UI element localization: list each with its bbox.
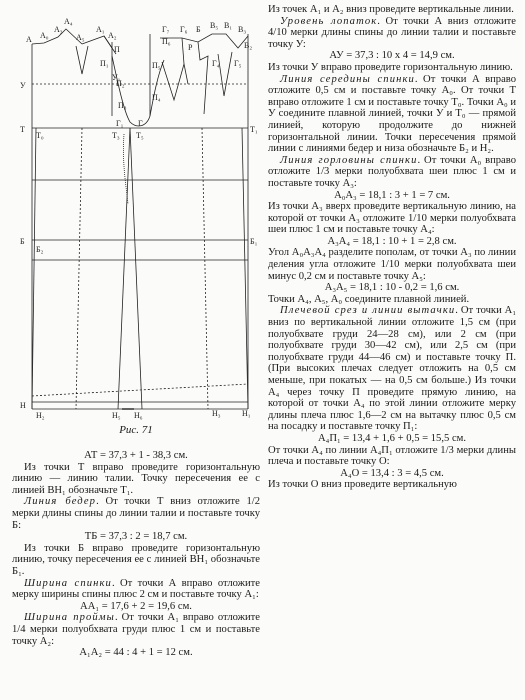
paragraph — [12, 543, 260, 578]
paragraph — [12, 612, 260, 647]
formula: А₃А₄ = 18,1 : 10 + 1 = 2,8 см. — [327, 235, 457, 247]
label-u: У — [20, 81, 26, 90]
paragraph-text: Из точки Т вправо проведите горизонтальную линию — линию талии. Точку пересечения ее с линией ВН₁ обозначьте Т₁. — [12, 461, 260, 496]
paragraph-text: . От точки А₁ вниз по вертикальной линии отложите 1,5 см (при полуобхвате груди 24—28 см), или 2 см (при полуобхвате груди 30—42 см), или 2,5 см (при полуобхвате груди 44—46 см) и поставьте точку П. (При высоких плечах следует отложить на 0,5 см меньше, при покатых — на 0,5 см больше.) Из точки А₄ через точку П проведите прямую линию, на которой от точки А₄ по этой линии отложите мерку длины плеча плюс 1,6—2 см на вытачку плюс 0,5 см на посадку и поставьте точку П₁: — [268, 305, 517, 433]
paragraph — [268, 16, 516, 51]
left-text-body — [12, 450, 260, 659]
paragraph — [268, 62, 516, 74]
label-a: A — [26, 35, 32, 44]
label-h5: H₅ — [112, 411, 121, 420]
formula: А₃А₅ = 18,1 : 10 - 0,2 = 1,6 см. — [324, 282, 460, 294]
label-t: T — [20, 125, 25, 134]
paragraph — [12, 578, 260, 601]
label-t5: T₅ — [136, 131, 144, 140]
label-a0: A₀ — [40, 31, 49, 40]
formula: А₄П₁ = 13,4 + 1,6 + 0,5 = 15,5 см. — [317, 432, 467, 444]
label-b2: Б₂ — [36, 245, 44, 254]
formula: А₁А₂ = 44 : 4 + 1 = 12 см. — [79, 647, 193, 659]
label-g7: Г₇ — [162, 25, 170, 34]
label-b-top: Б — [196, 25, 201, 34]
right-text-body — [268, 4, 516, 491]
figure-caption: Рис. 71 — [119, 424, 153, 436]
label-a4: A₄ — [64, 17, 73, 26]
label-a1: A₁ — [96, 25, 105, 34]
label-g5: Г₅ — [234, 59, 242, 68]
formula: А₄О = 13,4 : 3 = 4,5 см. — [340, 467, 444, 479]
label-p5: П₅ — [152, 61, 161, 70]
formula: АА₁ = 17,6 + 2 = 19,6 см. — [80, 600, 192, 612]
paragraph-text: . От точки А₀ вправо отложите 1/3 мерки полуобхвата шеи плюс 1 см и поставьте точку А₃: — [268, 154, 516, 189]
label-h6: H₆ — [134, 411, 143, 420]
paragraph — [12, 462, 260, 497]
label-p: П — [114, 45, 120, 54]
paragraph — [268, 201, 516, 236]
label-v5: В₅ — [210, 21, 219, 30]
paragraph — [268, 155, 516, 190]
paragraph — [268, 74, 516, 155]
label-h2: H₂ — [36, 411, 45, 420]
label-p1: П₁ — [100, 59, 109, 68]
paragraph-text: Точки А₄, А₅, А₀ соедините плавной линией. — [268, 293, 470, 305]
label-g4: Г₄ — [212, 59, 220, 68]
label-v1: В₁ — [224, 21, 233, 30]
formula: ТБ = 37,3 : 2 = 18,7 см. — [84, 531, 188, 543]
paragraph — [268, 247, 516, 282]
label-a5: A₅ — [76, 33, 85, 42]
paragraph-text: Из точки О вниз проведите вертикальную — [268, 479, 457, 491]
section-heading: Линия бедер — [24, 496, 97, 508]
paragraph — [268, 479, 516, 491]
formula: АУ = 37,3 : 10 х 4 = 14,9 см. — [329, 50, 455, 62]
label-h: H — [20, 401, 26, 410]
paragraph — [12, 496, 260, 531]
label-g6: Г₆ — [180, 25, 188, 34]
section-heading: Линия горловины спинки — [280, 154, 418, 166]
paragraph-text: Из точек А₁ и А₂ вниз проведите вертикальные линии. — [268, 4, 514, 15]
paragraph-text: Из точки У вправо проведите горизонтальную линию. — [268, 61, 513, 73]
label-t1: T₁ — [250, 125, 258, 134]
label-v3: В₃ — [238, 25, 247, 34]
label-b: Б — [20, 237, 25, 246]
label-h3: H₃ — [212, 409, 221, 418]
paragraph — [268, 305, 516, 433]
pattern-drawing — [12, 4, 260, 436]
paragraph-text: . От точки Т вниз отложите 1/2 мерки длины спины до линии талии и поставьте точку Б: — [12, 496, 260, 531]
paragraph-text: . От точки А₁ вправо отложите 1/4 мерки полуобхвата груди плюс 1 см и поставьте точку А₂: — [12, 612, 260, 647]
section-heading: Плечевой срез и линии вытачки — [280, 305, 456, 317]
label-p4: П₄ — [152, 93, 161, 102]
label-g: Г — [138, 119, 143, 128]
formula: А₀А₃ = 18,1 : 3 + 1 = 7 см. — [334, 189, 450, 201]
label-a3: A₃ — [54, 25, 63, 34]
section-heading: Ширина спинки — [24, 577, 112, 589]
paragraph-text: Из точки Б вправо проведите горизонтальную линию, точку пересечения ее с линией ВН₁ обозначьте Б₁. — [12, 542, 260, 577]
left-column — [12, 4, 260, 696]
formula: АТ = 37,3 + 1 - 38,3 см. — [84, 450, 188, 461]
label-a2: A₂ — [108, 31, 117, 40]
label-p6: П₆ — [162, 37, 171, 46]
paragraph-text: . От точки А вниз отложите 4/10 мерки длины спины до линии талии и поставьте точку У: — [268, 15, 516, 50]
label-b1: Б₁ — [250, 237, 258, 246]
paragraph-text: . От точки А вправо отложите 0,5 см и поставьте точку А₀. От точки Т вправо отложите 1 см и поставьте точку Т₀. Точки А₀ и У соедините плавной линией, точки У и Т₀ — прямой линией, которую продолжите до нижней горизонтальной линии. Точки пересечения прямой линии с линиями бедер и низа обозначьте Б₂ и Н₂. — [268, 73, 517, 155]
section-heading: Линия середины спинки — [280, 73, 415, 85]
label-r: Р — [188, 43, 193, 52]
label-h1: H₁ — [242, 409, 251, 418]
paragraph-text: . От точки А вправо отложите мерку ширины спины плюс 2 см и поставьте точку А₁: — [12, 577, 260, 601]
paragraph — [268, 445, 516, 468]
label-p3: П₃ — [118, 101, 127, 110]
paragraph-text: Угол А₀А₃А₄ разделите пополам, от точки А₃ по линии деления угла отложите 1/10 мерки полуобхвата шеи минус 0,2 см и поставьте точку А₅: — [268, 247, 516, 282]
label-v2: В₂ — [244, 41, 253, 50]
label-p2: П₂ — [116, 79, 125, 88]
section-heading: Ширина проймы — [24, 612, 115, 624]
label-t3: T₃ — [112, 131, 120, 140]
paragraph-text: Из точки А₃ вверх проведите вертикальную линию, на которой от точки А₃ отложите 1/10 мерки полуобхвата шеи плюс 1 см и поставьте точку А₄: — [268, 201, 516, 236]
paragraph — [268, 4, 516, 16]
label-g1: Г₁ — [116, 119, 124, 128]
label-t0: T₀ — [36, 131, 44, 140]
armhole-back — [112, 56, 150, 126]
right-column — [268, 4, 516, 696]
paragraph — [268, 294, 516, 306]
label-u1: У₁ — [112, 73, 121, 82]
paragraph-text: От точки А₄ по линии А₄П₁ отложите 1/3 мерки длины плеча и поставьте точку О: — [268, 444, 516, 468]
section-heading: Уровень лопаток — [280, 15, 378, 27]
